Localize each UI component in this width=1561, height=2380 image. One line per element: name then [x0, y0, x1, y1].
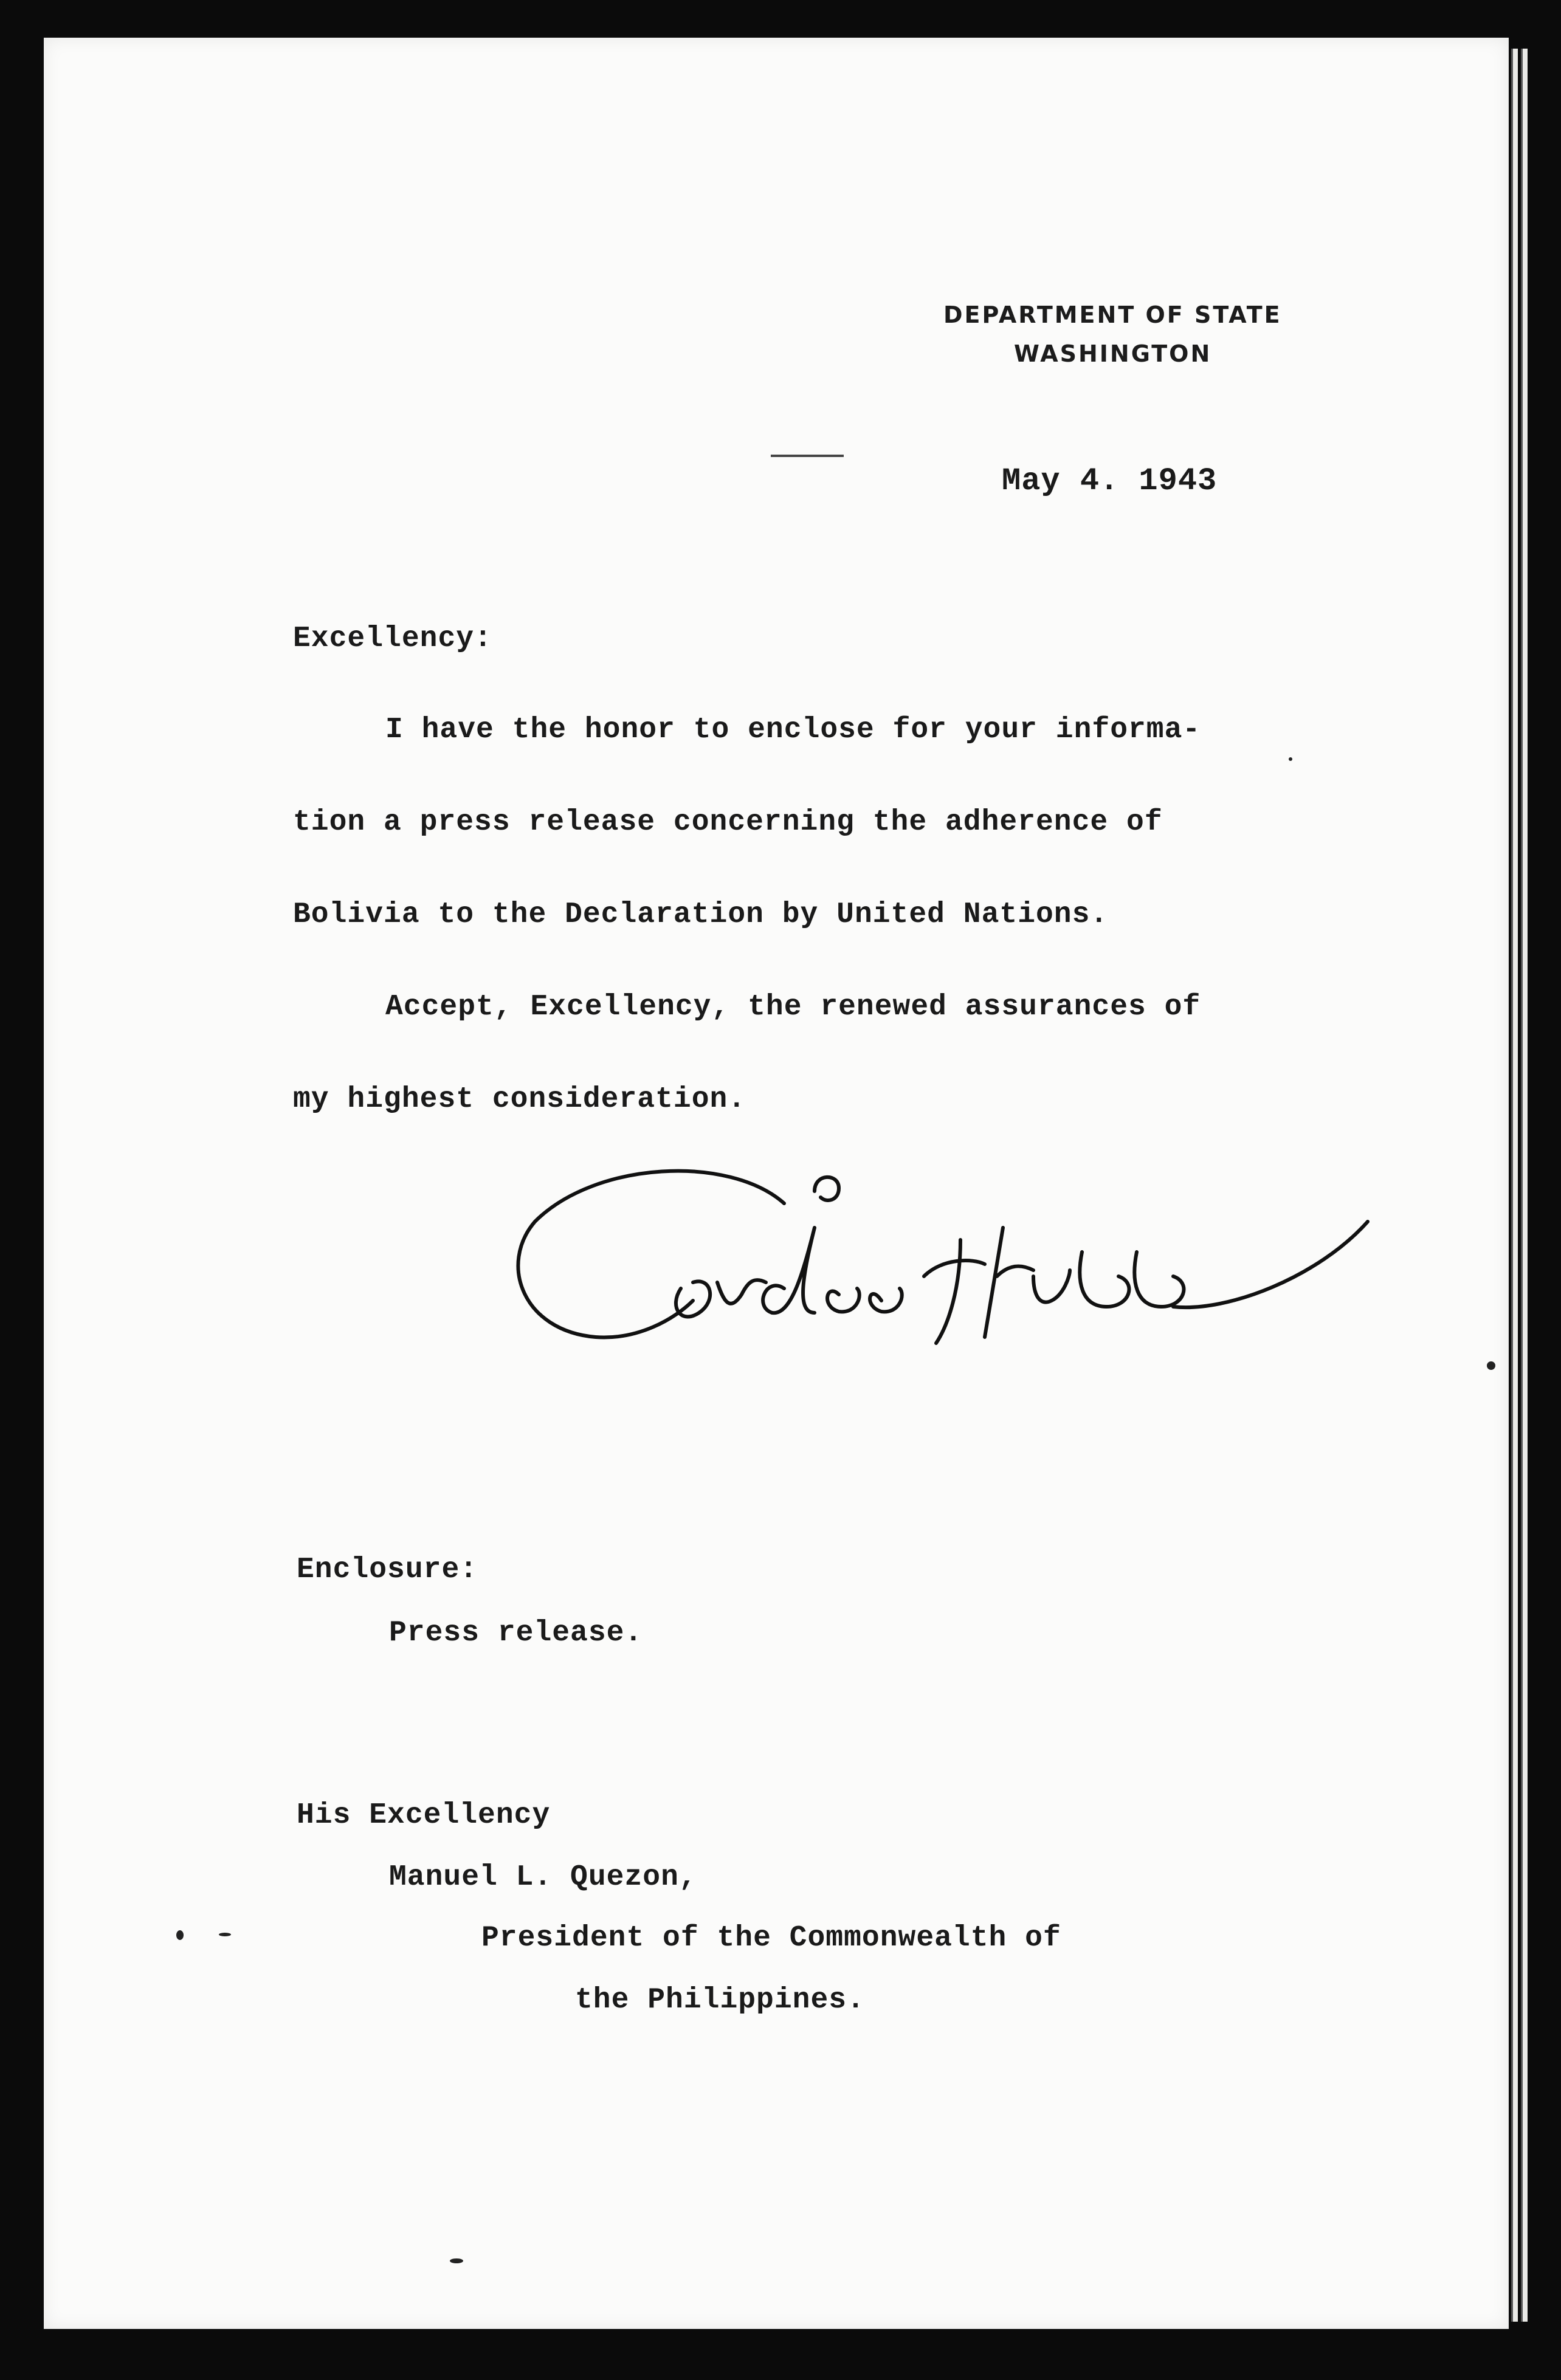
addressee-line: Manuel L. Quezon,: [389, 1861, 697, 1894]
handwritten-signature: [498, 1155, 1380, 1374]
enclosure-item: Press release.: [389, 1617, 643, 1649]
enclosure-label: Enclosure:: [297, 1553, 478, 1586]
page-edge: [1521, 49, 1528, 2322]
addressee-line: the Philippines.: [575, 1984, 865, 2017]
body-line: Accept, Excellency, the renewed assurances of: [385, 991, 1201, 1023]
scan-speck: [450, 2258, 463, 2263]
letter-date: May 4. 1943: [1002, 463, 1218, 499]
salutation: Excellency:: [293, 622, 492, 655]
addressee-line: His Excellency: [297, 1799, 551, 1832]
addressee-line: President of the Commonwealth of: [481, 1922, 1061, 1955]
body-line: I have the honor to enclose for your informa-: [385, 714, 1201, 746]
scan-speck: [1289, 757, 1292, 761]
body-line: Bolivia to the Declaration by United Nations.: [293, 898, 1109, 931]
letterhead-city: WASHINGTON: [1014, 340, 1212, 367]
letterhead-department: DEPARTMENT OF STATE: [943, 301, 1282, 328]
scan-speck: [1487, 1361, 1495, 1370]
decorative-rule: [771, 455, 844, 457]
scan-speck: [219, 1933, 231, 1936]
body-line: my highest consideration.: [293, 1083, 746, 1116]
page-edge: [1511, 49, 1518, 2322]
body-line: tion a press release concerning the adherence of: [293, 806, 1163, 839]
scan-speck: [176, 1930, 184, 1940]
